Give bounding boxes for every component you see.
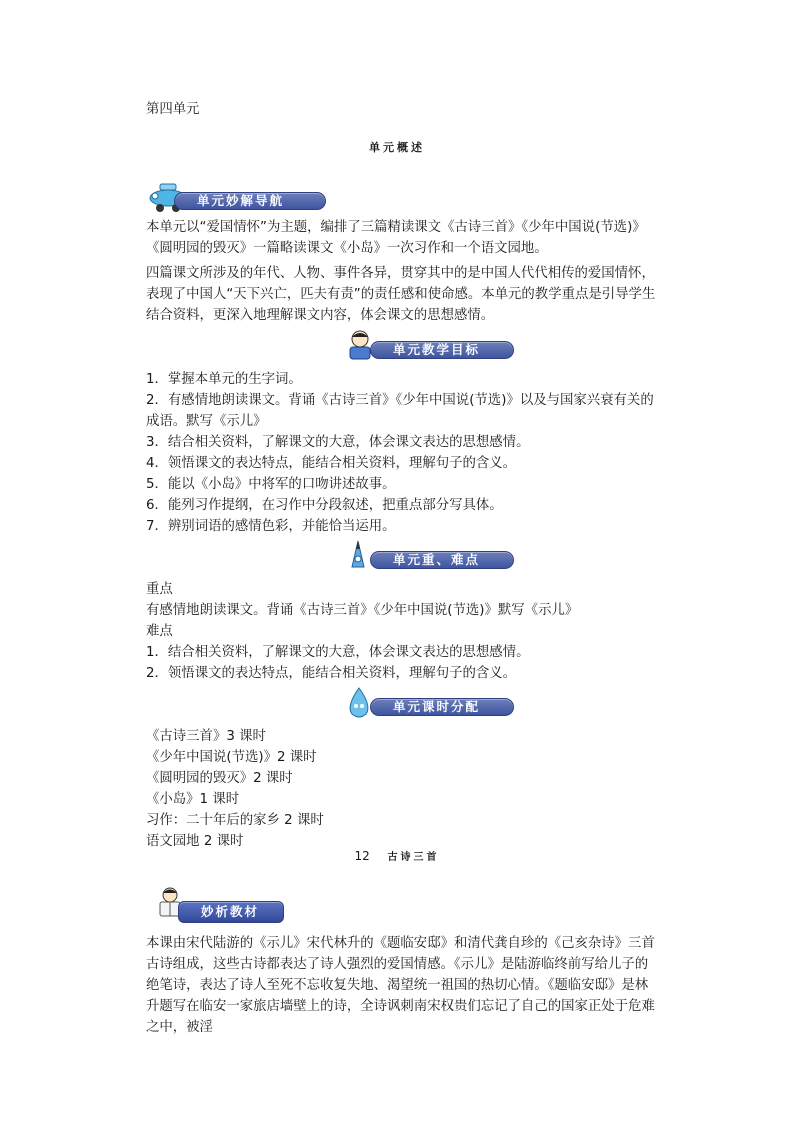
goals-section-banner — [342, 335, 502, 363]
schedule-item: 语文园地 2 课时 — [146, 834, 244, 849]
schedule-item: 习作：二十年后的家乡 2 课时 — [146, 813, 324, 828]
guide-paragraph-1 — [146, 217, 659, 259]
guide-paragraph-2-text: 四篇课文所涉及的年代、人物、事件各异，贯穿其中的是中国人代代相传的爱国情怀，表现了中国人“天下兴亡，匹夫有责”的责任感和使命感。本单元的教学重点是引导学生结合资料，更深入地理解课文内容，体会课文的思想感情。 — [146, 266, 656, 323]
goal-item: 2．有感情地朗读课文。背诵《古诗三首》《少年中国说(节选)》以及与国家兴衰有关的 — [146, 393, 654, 408]
schedule-item: 《小岛》1 课时 — [146, 792, 240, 807]
schedule-section-title: 单元课时分配 — [370, 698, 514, 716]
goal-item: 1．掌握本单元的生字词。 — [146, 372, 302, 387]
schedule-item: 《古诗三首》3 课时 — [146, 729, 266, 744]
schedule-item: 《少年中国说(节选)》2 课时 — [146, 750, 317, 765]
keypoints-section-title: 单元重、难点 — [370, 551, 514, 569]
lesson-number: 12 — [354, 849, 370, 863]
lesson-heading — [0, 848, 794, 863]
difficulty-item: 2．领悟课文的表达特点，能结合相关资料，理解句子的含义。 — [146, 666, 517, 681]
guide-paragraph-1-text: 本单元以“爱国情怀”为主题，编排了三篇精读课文《古诗三首》《少年中国说(节选)》《圆明园的毁灭》一篇略读课文《小岛》一次习作和一个语文园地。 — [146, 220, 646, 256]
goal-item: 6．能列习作提纲，在习作中分段叙述，把重点部分写具体。 — [146, 498, 503, 513]
goal-item: 4．领悟课文的表达特点，能结合相关资料，理解句子的含义。 — [146, 456, 517, 471]
difficulty-label: 难点 — [146, 624, 173, 639]
lesson-title: 古诗三首 — [387, 852, 440, 863]
analysis-paragraph-text: 本课由宋代陆游的《示儿》宋代林升的《题临安邸》和清代龚自珍的《己亥杂诗》三首古诗组成，这些古诗都表达了诗人强烈的爱国情感。《示儿》是陆游临终前写给儿子的绝笔诗，表达了诗人至死不忘收复失地、渴望统一祖国的热切心情。《题临安邸》是林升题写在临安一家旅店墙壁上的诗，全诗讽刺南宋权贵们忘记了自己的国家正处于危难之中，被淫 — [146, 936, 655, 1035]
difficulty-item: 1．结合相关资料，了解课文的大意，体会课文表达的思想感情。 — [146, 645, 530, 660]
goal-item: 成语。默写《示儿》 — [146, 414, 267, 429]
schedule-item: 《圆明园的毁灭》2 课时 — [146, 771, 293, 786]
keypoint-text: 有感情地朗读课文。背诵《古诗三首》《少年中国说(节选)》默写《示儿》 — [146, 603, 579, 618]
guide-section-banner — [146, 186, 306, 214]
guide-paragraph-2 — [146, 263, 659, 326]
guide-section-title: 单元妙解导航 — [174, 192, 326, 210]
analysis-section-title: 妙析教材 — [178, 901, 284, 923]
overview-title: 单元概述 — [369, 141, 425, 154]
goal-item: 7．辨别词语的感情色彩，并能恰当运用。 — [146, 519, 396, 534]
goals-section-title: 单元教学目标 — [370, 341, 514, 359]
keypoints-section-banner — [342, 545, 502, 573]
goal-item: 5．能以《小岛》中将军的口吻讲述故事。 — [146, 477, 396, 492]
schedule-section-banner — [342, 692, 502, 720]
unit-heading: 第四单元 — [146, 102, 200, 117]
analysis-section-banner — [154, 897, 274, 925]
goal-item: 3．结合相关资料，了解课文的大意，体会课文表达的思想感情。 — [146, 435, 530, 450]
analysis-paragraph — [146, 933, 659, 1038]
keypoint-label: 重点 — [146, 582, 173, 597]
